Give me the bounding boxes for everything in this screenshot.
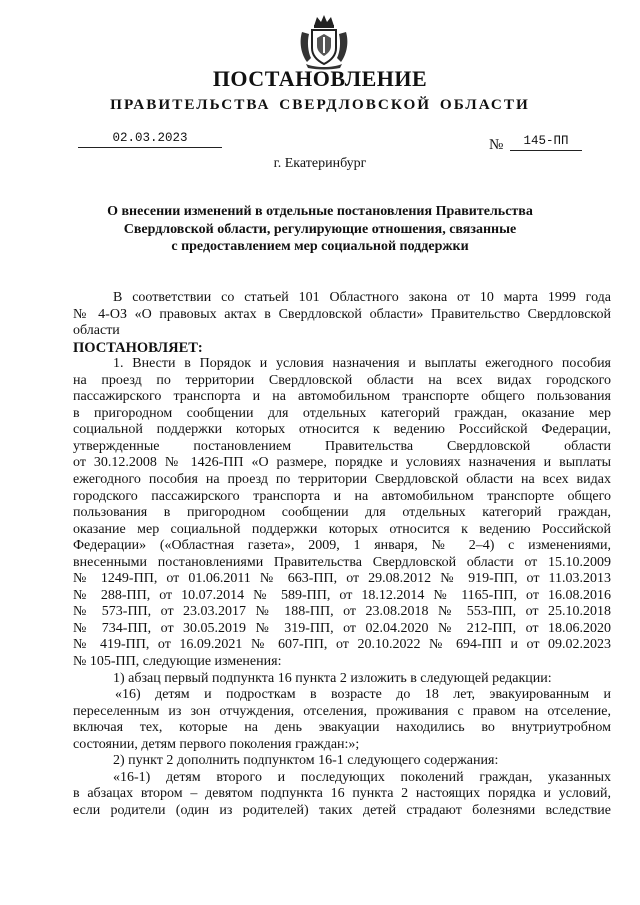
body-line: № 573-ПП, от 23.03.2017 № 188-ПП, от 23.08.2018 № 553-ПП, от 25.10.2018 [73,604,611,620]
body-line: если родители (один из родителей) таких детей страдают болезнями вследствие [73,802,611,818]
body-line: включая тех, которые на день эвакуации находились во внутриутробном [73,720,611,736]
body-line: 1. Внести в Порядок и условия назначения и выплаты ежегодного пособия [113,356,611,372]
body-line: № 4-ОЗ «О правовых актах в Свердловской области» Правительство Свердловской [73,306,611,322]
body-line: на проезд по территории Свердловской области на всех видах городского [73,372,611,388]
body-line: в абзацах втором – девятом подпункта 16 пункта 2 настоящих порядка и условий, [73,786,611,802]
body-line: № 288-ПП, от 10.07.2014 № 589-ПП, от 18.12.2014 № 1165-ПП, от 16.08.2016 [73,587,611,603]
body-line: № 419-ПП, от 16.09.2021 № 607-ПП, от 20.10.2022 № 694-ПП и от 09.02.2023 [73,637,611,653]
heading-line: Свердловской области, регулирующие отношения, связанные [123,221,517,237]
body-line: Федерации» («Областная газета», 2009, 1 января, № 2–4) с изменениями, [73,538,611,554]
body-line: ежегодного пособия на проезд по территории Свердловской области на всех видах [73,472,611,488]
decree-word: ПОСТАНОВЛЯЕТ: [73,339,203,356]
coat-of-arms-icon [296,12,352,70]
issuing-authority: ПРАВИТЕЛЬСТВА СВЕРДЛОВСКОЙ ОБЛАСТИ [110,96,530,113]
heading-line: О внесении изменений в отдельные постановления Правительства [107,204,533,219]
document-heading [0,203,640,256]
body-line: № 1249-ПП, от 01.06.2011 № 663-ПП, от 29.08.2012 № 919-ПП, от 11.03.2013 [73,571,611,587]
body-line: пассажирского транспорта и на автомобильном транспорте общего пользования [73,389,611,405]
body-line: «16-1) детям второго и последующих поколений граждан, указанных [113,769,611,785]
body-line: оказание мер социальной поддержки которых относится к ведению Российской [73,521,611,537]
body-line: № 105-ПП, следующие изменения: [73,654,282,670]
body-line: переселенным из зон отчуждения, отселения, проживания с правом на отселение, [73,703,611,719]
body-line: состоянии, детям первого поколения граждан:»; [73,736,360,752]
city: г. Екатеринбург [273,156,367,171]
body-line: пользования в пригородном сообщении для отдельных категорий граждан, [73,505,611,521]
document-number: 145-ПП [510,134,582,151]
body-line: области [73,323,120,339]
body-line: городского пассажирского транспорта и на автомобильном транспорте общего [73,488,611,504]
document-body [73,290,611,820]
body-line: № 734-ПП, от 30.05.2019 № 319-ПП, от 02.04.2020 № 212-ПП, от 18.06.2020 [73,620,611,636]
body-line: в пригородном сообщении для отдельных категорий граждан, оказание мер [73,405,611,421]
number-label: № [489,137,504,153]
body-line: внесенными постановлениями Правительства Свердловской области от 15.10.2009 [73,554,611,570]
document-date: 02.03.2023 [78,131,222,148]
subitem-2: 2) пункт 2 дополнить подпунктом 16-1 следующего содержания: [113,753,499,769]
body-line: от 30.12.2008 № 1426-ПП «О размере, порядке и условиях назначения и выплаты [73,455,611,471]
body-line: утвержденные постановлением Правительства Свердловской области [73,438,611,454]
document-title: ПОСТАНОВЛЕНИЕ [212,66,428,91]
body-line: В соответствии со статьей 101 Областного закона от 10 марта 1999 года [113,290,611,305]
heading-line: с предоставлением мер социальной поддержки [171,239,469,254]
body-line: «16) детям и подросткам в возрасте до 18 лет, эвакуированным и [115,687,611,703]
body-line: социальной поддержки которых относится к ведению Российской Федерации, [73,422,611,438]
subitem-1: 1) абзац первый подпункта 16 пункта 2 изложить в следующей редакции: [113,670,552,686]
